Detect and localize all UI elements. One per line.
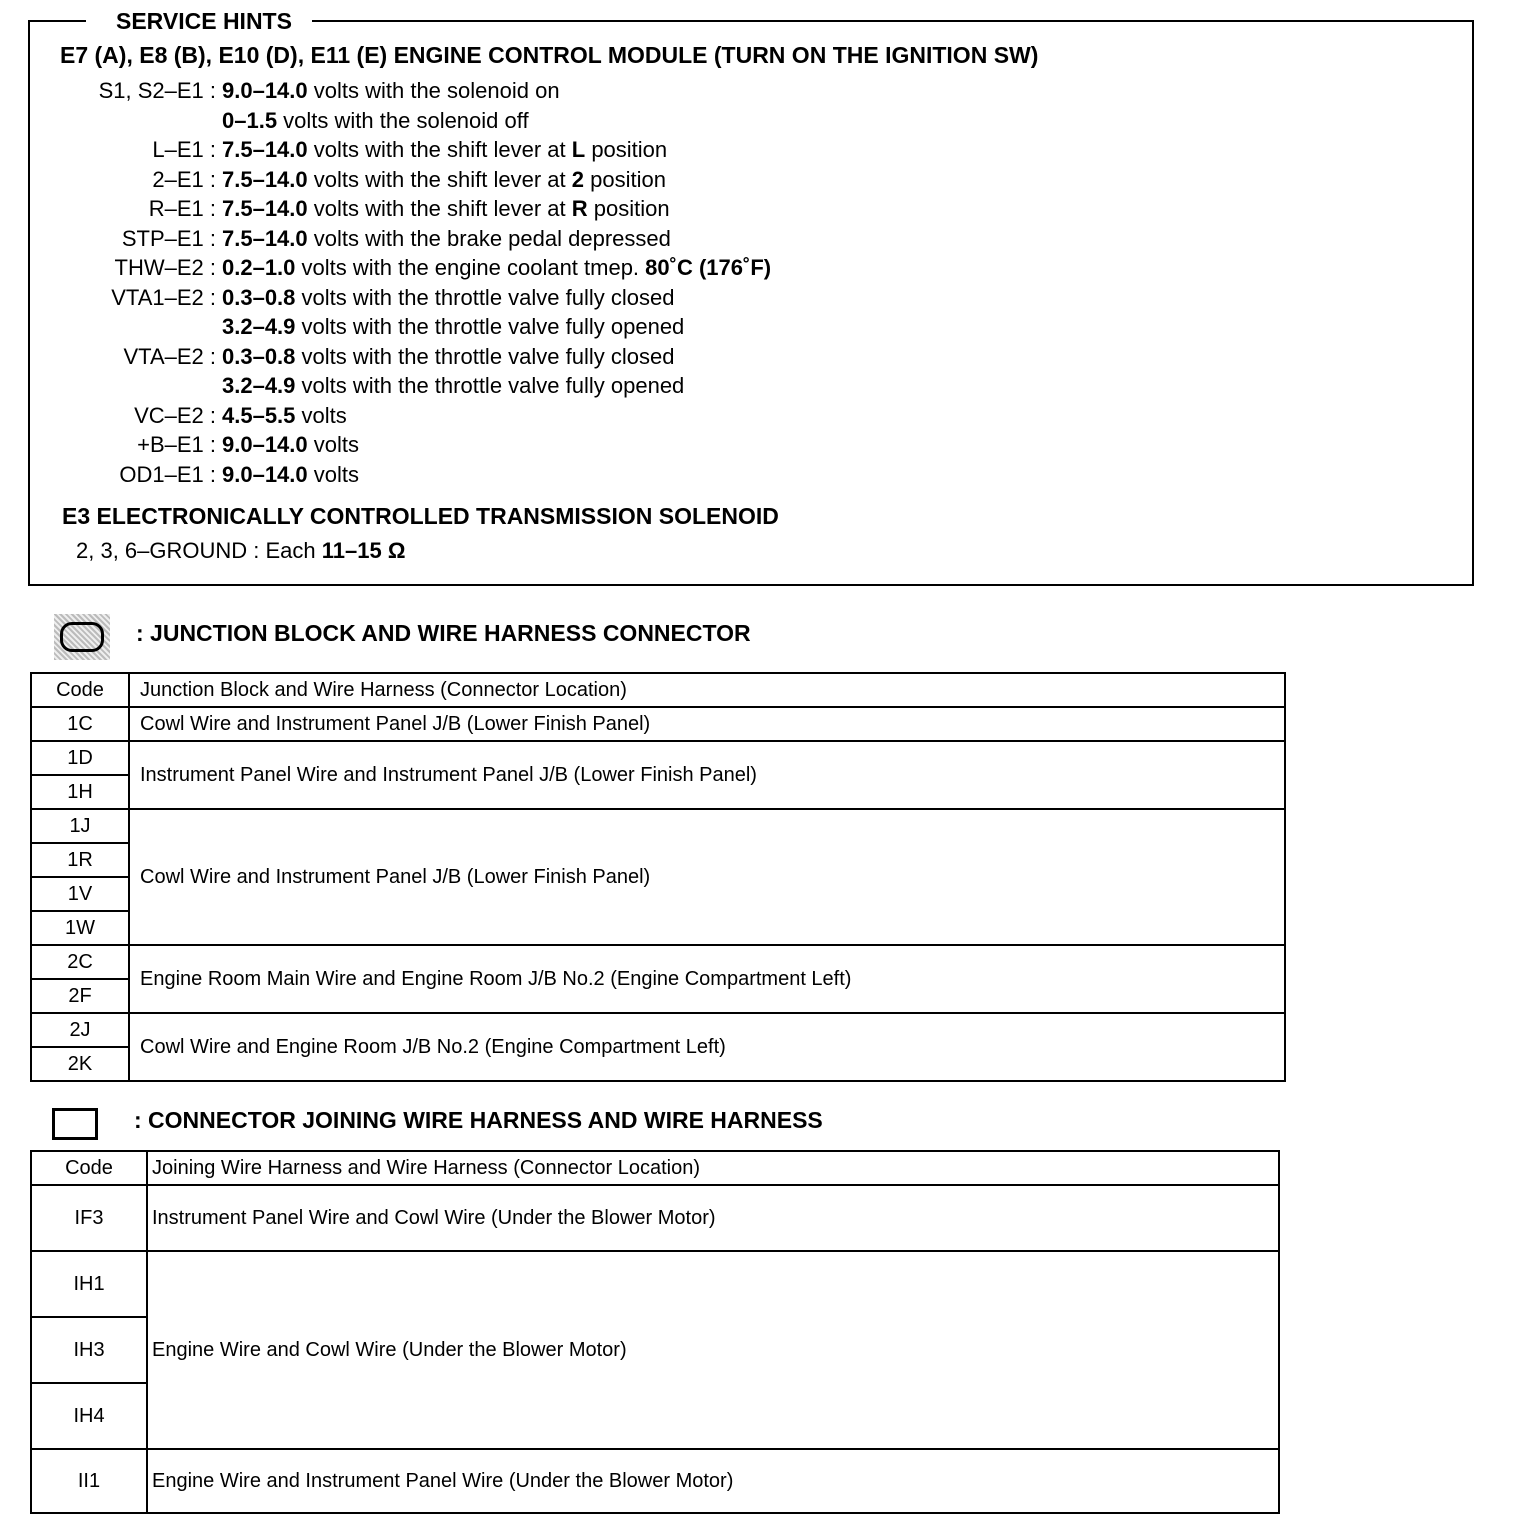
- row-code: 2C: [31, 945, 129, 979]
- row-code: 1W: [31, 911, 129, 945]
- row-code: 2J: [31, 1013, 129, 1047]
- hint-value-text: [222, 285, 674, 311]
- hint-condition: volts: [307, 461, 359, 487]
- hint-tail: position: [587, 196, 670, 221]
- hint-condition: volts: [295, 402, 347, 428]
- hint-condition: volts with the brake pedal depressed: [307, 225, 671, 251]
- row-desc: Cowl Wire and Engine Room J/B No.2 (Engine Compartment Left): [129, 1013, 1285, 1081]
- hint-terminal: STP–E1 :: [121, 225, 216, 251]
- hint-terminal: OD1–E1 :: [119, 461, 216, 487]
- row-desc: Cowl Wire and Instrument Panel J/B (Lower Finish Panel): [129, 809, 1285, 945]
- row-desc: Instrument Panel Wire and Instrument Panel J/B (Lower Finish Panel): [129, 741, 1285, 809]
- e3-heading: E3 ELECTRONICALLY CONTROLLED TRANSMISSION SOLENOID: [62, 503, 779, 529]
- hint-value-text: [222, 167, 666, 193]
- row-desc: Cowl Wire and Instrument Panel J/B (Lower Finish Panel): [129, 707, 1285, 741]
- hint-terminal: THW–E2 :: [114, 255, 216, 280]
- connector-table: [30, 1150, 1280, 1514]
- hint-condition: volts with the engine coolant tmep.: [295, 255, 646, 280]
- hint-condition: volts: [307, 432, 359, 457]
- hint-voltage: 9.0–14.0: [222, 432, 308, 457]
- hint-terminal: VTA1–E2 :: [111, 284, 216, 310]
- hint-voltage: 3.2–4.9: [222, 373, 296, 398]
- junction-section-heading: : JUNCTION BLOCK AND WIRE HARNESS CONNECTOR: [136, 620, 751, 646]
- hint-condition: volts with the shift lever at: [307, 166, 572, 192]
- junction-table: [30, 672, 1286, 1082]
- hint-emphasis: 2: [571, 166, 584, 192]
- row-code: IH4: [31, 1383, 147, 1449]
- header-code: Code: [31, 1151, 147, 1185]
- hint-condition: volts with the shift lever at: [307, 137, 572, 162]
- table-header-row: [31, 673, 1285, 707]
- hint-voltage: 0.3–0.8: [222, 284, 296, 310]
- row-code: II1: [31, 1449, 147, 1513]
- table-row: [31, 1013, 1285, 1047]
- row-code: 2K: [31, 1047, 129, 1081]
- hint-voltage: 7.5–14.0: [222, 225, 308, 251]
- hint-voltage: 7.5–14.0: [222, 196, 308, 221]
- hint-terminal: +B–E1 :: [137, 432, 216, 457]
- table-row: [31, 809, 1285, 843]
- row-code: 1H: [31, 775, 129, 809]
- hint-emphasis: R: [571, 196, 588, 221]
- row-code: 1V: [31, 877, 129, 911]
- table-row: [31, 1185, 1279, 1251]
- row-code: 1R: [31, 843, 129, 877]
- hint-voltage: 9.0–14.0: [222, 78, 308, 103]
- hint-terminal: L–E1 :: [152, 137, 216, 162]
- hint-terminal: 2–E1 :: [152, 166, 216, 192]
- header-desc: Junction Block and Wire Harness (Connector Location): [129, 673, 1285, 707]
- hint-condition: volts with the solenoid on: [307, 78, 560, 103]
- row-code: IF3: [31, 1185, 147, 1251]
- hint-emphasis: L: [571, 137, 586, 162]
- row-desc: Engine Room Main Wire and Engine Room J/B No.2 (Engine Compartment Left): [129, 945, 1285, 1013]
- hint-condition: volts with the throttle valve fully opened: [295, 314, 685, 339]
- ecm-heading: E7 (A), E8 (B), E10 (D), E11 (E) ENGINE CONTROL MODULE (TURN ON THE IGNITION SW): [60, 42, 1039, 68]
- hint-terminal: VTA–E2 :: [123, 343, 216, 369]
- row-code: 1J: [31, 809, 129, 843]
- table-row: [31, 1251, 1279, 1317]
- e3-resistance-line: [76, 538, 405, 564]
- table-row: [31, 741, 1285, 775]
- hint-value-text: [222, 462, 359, 488]
- row-code: 2F: [31, 979, 129, 1013]
- hint-value-text: [222, 432, 359, 458]
- hint-value-text: [222, 373, 684, 399]
- hint-voltage: 0.2–1.0: [222, 255, 296, 280]
- row-code: IH3: [31, 1317, 147, 1383]
- junction-block-icon: [54, 614, 110, 660]
- hint-tail: position: [585, 137, 668, 162]
- hint-value-text: [222, 137, 667, 163]
- hint-condition: volts with the throttle valve fully closed: [295, 284, 675, 310]
- table-header-row: [31, 1151, 1279, 1185]
- hint-voltage: 7.5–14.0: [222, 137, 308, 162]
- hint-condition: volts with the throttle valve fully closed: [295, 343, 675, 369]
- row-desc: Instrument Panel Wire and Cowl Wire (Under the Blower Motor): [147, 1185, 1279, 1251]
- hint-voltage: 0–1.5: [222, 107, 278, 133]
- e3-terminals: 2, 3, 6–GROUND : Each: [76, 538, 322, 563]
- hint-condition: volts with the throttle valve fully opened: [295, 373, 685, 398]
- hint-voltage: 0.3–0.8: [222, 343, 296, 369]
- header-desc: Joining Wire Harness and Wire Harness (Connector Location): [147, 1151, 1279, 1185]
- hint-value-text: [222, 314, 684, 340]
- hint-voltage: 9.0–14.0: [222, 461, 308, 487]
- e3-resistance-value: 11–15 Ω: [321, 538, 406, 563]
- hint-value-text: [222, 108, 529, 134]
- hint-value-text: [222, 255, 771, 281]
- table-row: [31, 945, 1285, 979]
- connector-section-heading: : CONNECTOR JOINING WIRE HARNESS AND WIRE HARNESS: [134, 1107, 823, 1133]
- hint-terminal: R–E1 :: [148, 196, 216, 221]
- row-desc: Engine Wire and Instrument Panel Wire (Under the Blower Motor): [147, 1449, 1279, 1513]
- hint-condition: volts with the shift lever at: [307, 196, 572, 221]
- hint-emphasis: 80˚C (176˚F): [645, 255, 772, 280]
- table-row: [31, 1449, 1279, 1513]
- service-hints-title: SERVICE HINTS: [86, 6, 312, 36]
- hint-value-text: [222, 403, 347, 429]
- hint-voltage: 4.5–5.5: [222, 402, 296, 428]
- hint-value-text: [222, 78, 560, 104]
- row-code: 1D: [31, 741, 129, 775]
- hint-condition: volts with the solenoid off: [277, 107, 529, 133]
- hint-value-text: [222, 344, 674, 370]
- hint-voltage: 3.2–4.9: [222, 314, 296, 339]
- hint-tail: position: [584, 166, 666, 192]
- hint-value-text: [222, 226, 671, 252]
- row-code: IH1: [31, 1251, 147, 1317]
- hint-terminal: VC–E2 :: [134, 402, 216, 428]
- connector-icon: [52, 1108, 98, 1140]
- row-code: 1C: [31, 707, 129, 741]
- hint-terminal: S1, S2–E1 :: [98, 78, 216, 103]
- row-desc: Engine Wire and Cowl Wire (Under the Blower Motor): [147, 1251, 1279, 1449]
- header-code: Code: [31, 673, 129, 707]
- table-row: [31, 707, 1285, 741]
- hint-value-text: [222, 196, 670, 222]
- hint-voltage: 7.5–14.0: [222, 166, 308, 192]
